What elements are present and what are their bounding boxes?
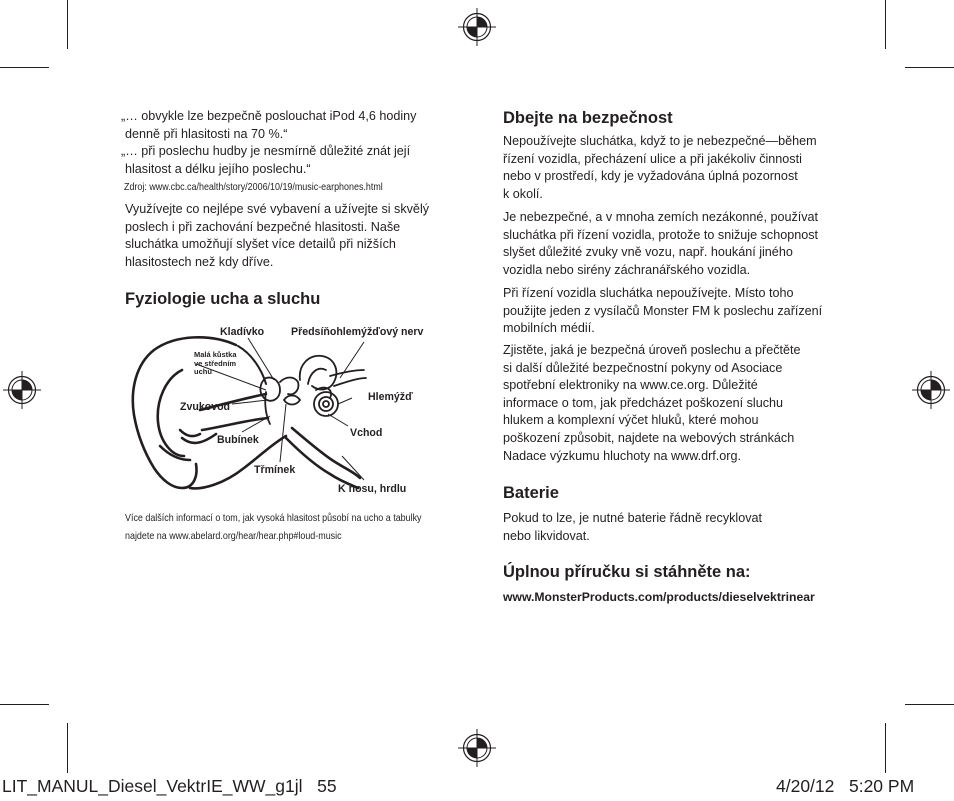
label-zvukovod: Zvukovod — [180, 401, 231, 413]
crop-mark — [67, 723, 68, 773]
registration-mark-top-icon — [458, 8, 496, 46]
footer-datetime — [776, 776, 914, 797]
quote-line: „… obvykle lze bezpečně poslouchat iPod 4,6 hodiny — [121, 109, 417, 123]
footer-date: 4/20/12 — [776, 776, 835, 796]
crop-mark — [905, 704, 954, 705]
footer-page: 55 — [317, 776, 337, 796]
crop-mark — [67, 0, 68, 49]
quote-line: denně při hlasitosti na 70 %.“ — [125, 126, 288, 141]
crop-mark — [0, 67, 49, 68]
label-hlemyzd: Hlemýžď — [368, 391, 413, 403]
safety-paragraph: Při řízení vozidla sluchátka nepoužívejte. Místo toho použijte jeden z vysílačů Monster FM k poslechu zařízení mobilních médií. — [503, 286, 823, 336]
label-nose: K nosu, hrdlu — [338, 483, 407, 495]
quote-line: „… při poslechu hudby je nesmírně důležité znát její — [121, 144, 411, 159]
download-url: www.MonsterProducts.com/products/dieselvektrinear — [503, 590, 815, 604]
battery-paragraph: Pokud to lze, je nutné baterie řádně recyklovat nebo likvidovat. — [503, 511, 763, 543]
crop-mark — [885, 723, 886, 773]
download-heading: Úplnou příručku si stáhněte na: — [503, 563, 751, 581]
label-trminek: Třmínek — [254, 464, 296, 476]
label-vchod: Vchod — [350, 427, 383, 439]
battery-heading: Baterie — [503, 484, 559, 502]
footer-file: LIT_MANUL_Diesel_VektrIE_WW_g1jl 55 — [2, 776, 337, 796]
safety-paragraph: Nepoužívejte sluchátka, když to je nebezpečné—během řízení vozidla, přecházení ulice a při jakékoliv činnosti nebo v prostředí, kdy je vyžadována úplná pozornost k okolí. — [503, 134, 817, 201]
footer-time: 5:20 PM — [848, 776, 915, 796]
crop-mark — [905, 67, 954, 68]
safety-paragraph: Je nebezpečné, a v mnoha zemích nezákonné, používat sluchátka při řízení vozidla, protože to snižuje schopnost slyšet důležité zvuky vně vozu, např. houkání jiného vozidla nebo sirény záchranářského vozidla. — [503, 210, 819, 277]
crop-mark — [0, 704, 49, 705]
physiology-note: Více dalších informací o tom, jak vysoká hlasitost působí na ucho a tabulky najdete na www.abelard.org/hear/hear.php#loud-music — [125, 513, 422, 542]
quote-source: Zdroj: www.cbc.ca/health/story/2006/10/19/music-earphones.html — [124, 182, 383, 193]
safety-heading: Dbejte na bezpečnost — [503, 109, 673, 127]
quote-line: hlasitost a délku jejího poslechu.“ — [125, 161, 311, 176]
ear-diagram — [120, 320, 450, 505]
crop-mark — [885, 0, 886, 49]
label-bubinek: Bubínek — [217, 434, 259, 446]
registration-mark-bottom-icon — [458, 729, 496, 767]
label-nerve: Předsíňohlemýžďový nerv — [291, 326, 424, 338]
registration-mark-left-icon — [3, 371, 41, 409]
label-kladivko: Kladívko — [220, 326, 265, 338]
safety-paragraph: Zjistěte, jaká je bezpečná úroveň poslechu a přečtěte si další důležité bezpečnostní pokyny od Asociace spotřební elektroniky na www.ce.org. Důležité informace o tom, jak předcházet poškození sluchu hlukem a komplexní výčet hluků, které mohou poškození způsobit, najdete na webových stránkách Nadace výzkumu hluchoty na www.drf.org. — [503, 343, 801, 463]
label-small-bones: Malá kůstka ve středním uchu — [194, 350, 237, 376]
quote-block — [121, 108, 416, 178]
physiology-heading: Fyziologie ucha a sluchu — [125, 290, 321, 308]
intro-paragraph: Využívejte co nejlépe své vybavení a užívejte si skvělý poslech i při zachování bezpečné hlasitosti. Naše sluchátka umožňují slyšet více detailů při nižších hlasitostech než kdy dříve. — [125, 202, 430, 269]
registration-mark-right-icon — [912, 371, 950, 409]
